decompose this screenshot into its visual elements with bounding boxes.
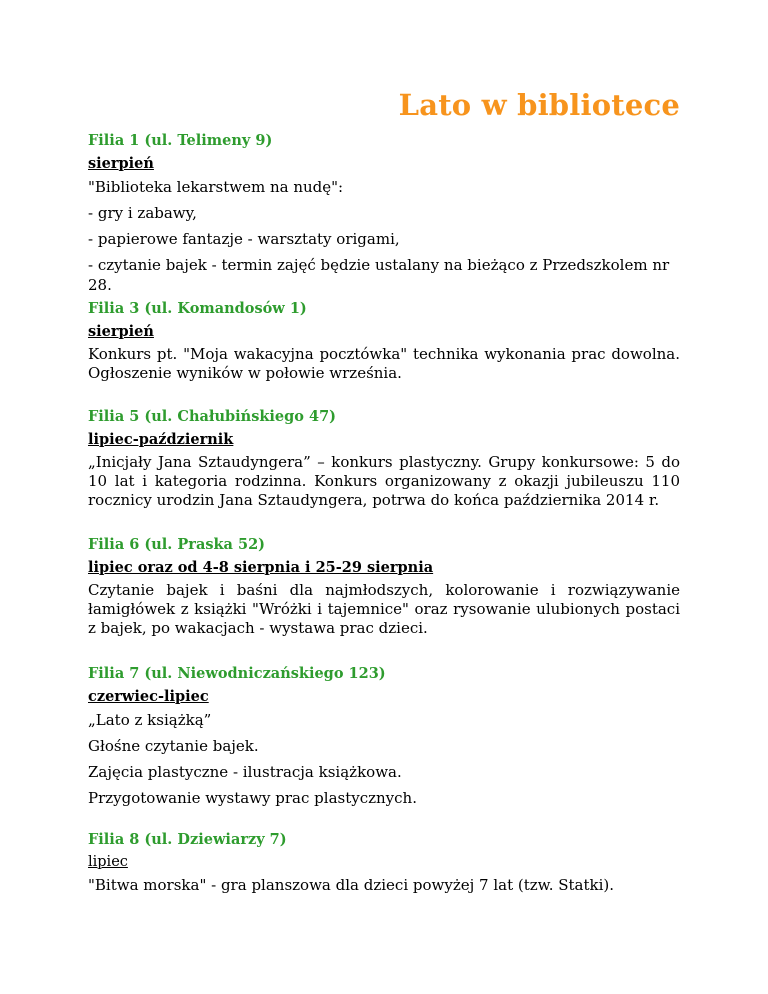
section-paragraph: „Inicjały Jana Sztaudyngera” – konkurs plastyczny. Grupy konkursowe: 5 do 10 lat i kategoria rodzinna. Konkurs organizowany z okazji jubileuszu 110 rocznicy urodzin Jana Sztaudyngera, potrwa do końca października 2014 r. <box>88 453 680 509</box>
period-label: lipiec-październik <box>88 431 234 448</box>
period-label: lipiec <box>88 854 128 870</box>
period-label: lipiec oraz od 4-8 sierpnia i 25-29 sierpnia <box>88 559 434 576</box>
text-line: - papierowe fantazje - warsztaty origami, <box>88 230 400 248</box>
period-label: sierpień <box>88 155 154 172</box>
period-label: czerwiec-lipiec <box>88 688 209 705</box>
text-line: - czytanie bajek - termin zajęć będzie ustalany na bieżąco z Przedszkolem nr 28. <box>88 256 670 294</box>
branch-heading: Filia 5 (ul. Chałubińskiego 47) <box>88 408 337 425</box>
section-filia-8 <box>88 831 680 901</box>
text-line: „Lato z książką” <box>88 711 212 729</box>
text-line: Głośne czytanie bajek. <box>88 737 259 755</box>
section-filia-1 <box>88 132 680 301</box>
period-label: sierpień <box>88 323 154 340</box>
branch-heading: Filia 3 (ul. Komandosów 1) <box>88 300 307 317</box>
text-line: - gry i zabawy, <box>88 204 197 222</box>
branch-heading: Filia 1 (ul. Telimeny 9) <box>88 132 273 149</box>
section-filia-5 <box>88 408 680 510</box>
branch-heading: Filia 8 (ul. Dziewiarzy 7) <box>88 831 287 848</box>
branch-heading: Filia 6 (ul. Praska 52) <box>88 536 266 553</box>
section-filia-3 <box>88 300 680 383</box>
section-paragraph: Czytanie bajek i baśni dla najmłodszych, kolorowanie i rozwiązywanie łamigłówek z książki "Wróżki i tajemnice" oraz rysowanie ulubionych postaci z bajek, po wakacjach - wystawa prac dzieci. <box>88 581 680 637</box>
text-line: Przygotowanie wystawy prac plastycznych. <box>88 789 417 807</box>
branch-heading: Filia 7 (ul. Niewodniczańskiego 123) <box>88 665 386 682</box>
text-line: "Bitwa morska" - gra planszowa dla dzieci powyżej 7 lat (tzw. Statki). <box>88 876 615 894</box>
text-line: "Biblioteka lekarstwem na nudę": <box>88 178 344 196</box>
text-line: Zajęcia plastyczne - ilustracja książkowa. <box>88 763 402 781</box>
section-filia-7 <box>88 665 680 814</box>
document-title: Lato w bibliotece <box>398 88 680 122</box>
section-filia-6 <box>88 536 680 638</box>
section-paragraph: Konkurs pt. "Moja wakacyjna pocztówka" technika wykonania prac dowolna. Ogłoszenie wyników w połowie września. <box>88 345 680 382</box>
